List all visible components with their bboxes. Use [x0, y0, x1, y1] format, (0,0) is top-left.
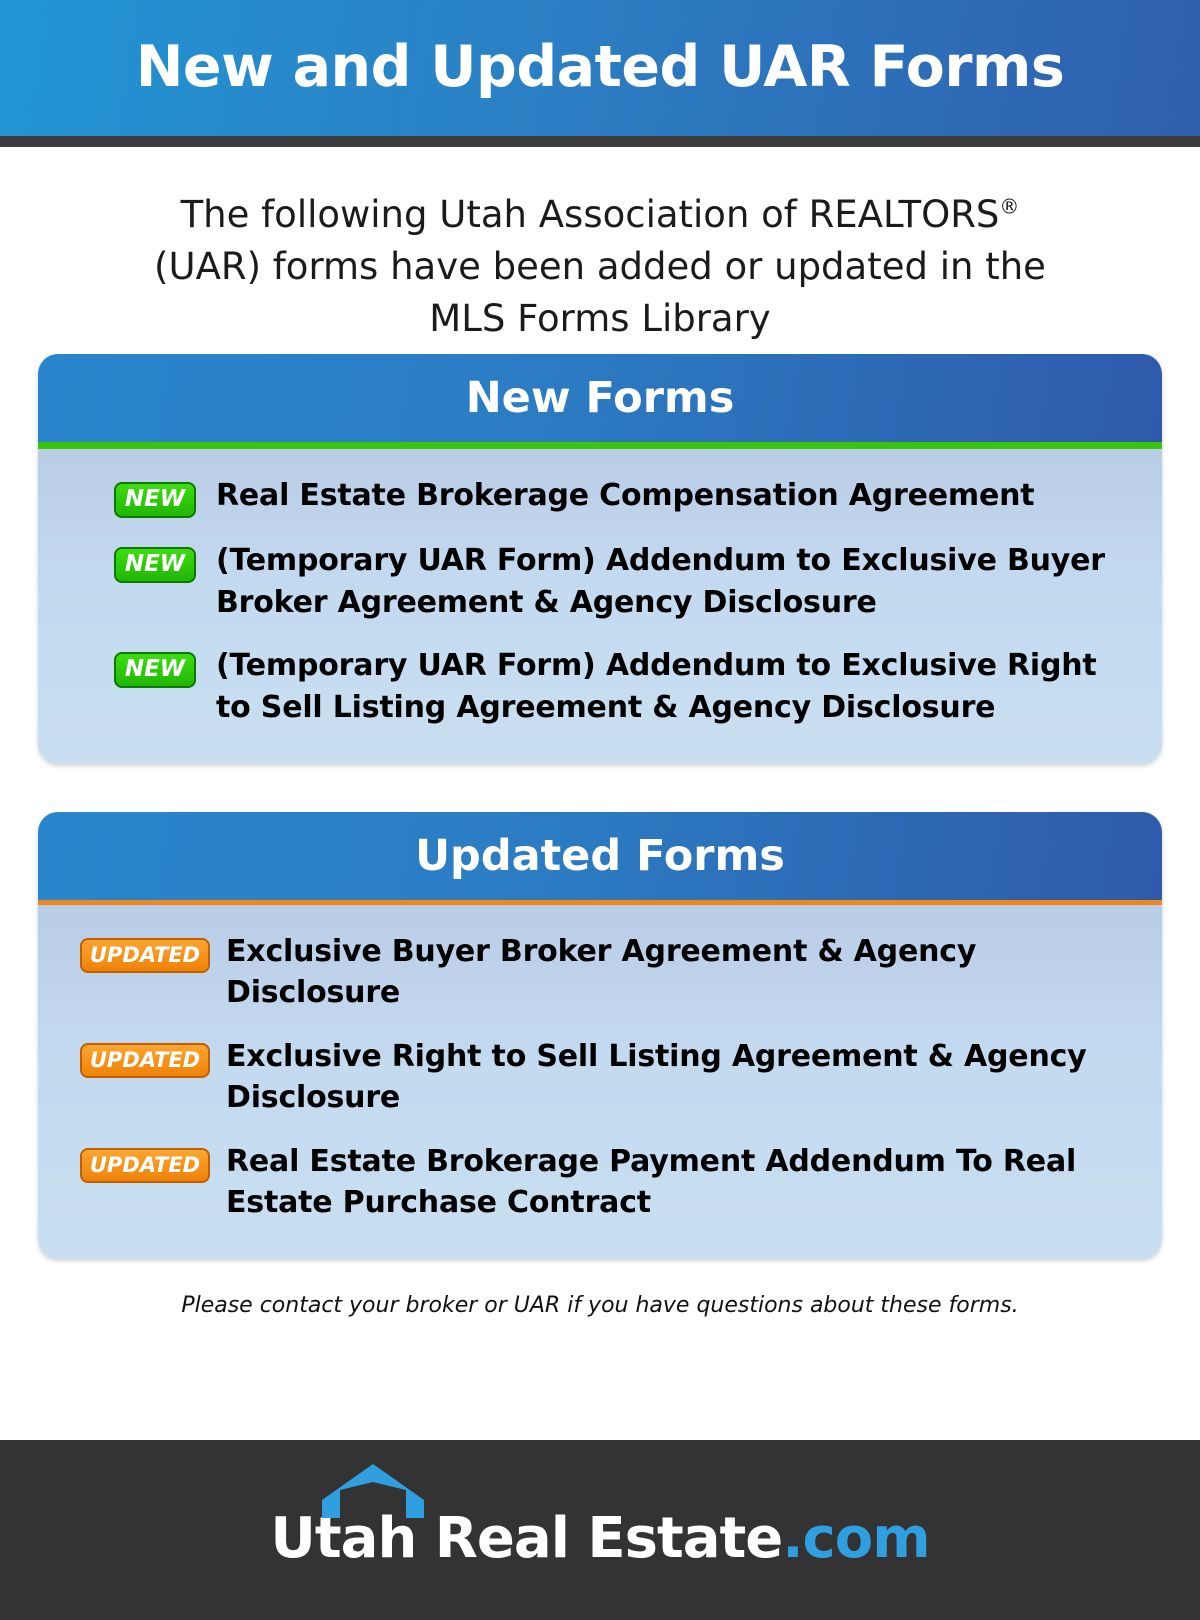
list-item [72, 931, 1132, 1014]
logo-text-accent: .com [782, 1505, 930, 1571]
status-badge-updated: UPDATED [80, 938, 210, 973]
updated-forms-list [38, 905, 1162, 1259]
new-forms-card [38, 354, 1162, 764]
intro-line-2: (UAR) forms have been added or updated in the [154, 244, 1046, 288]
house-icon [318, 1460, 428, 1526]
new-forms-list [38, 449, 1162, 764]
status-badge-updated: UPDATED [80, 1043, 210, 1078]
form-name: Exclusive Right to Sell Listing Agreement & Agency Disclosure [226, 1038, 1087, 1116]
updated-forms-header [38, 812, 1162, 900]
updated-forms-card [38, 812, 1162, 1259]
footnote-text: Please contact your broker or UAR if you have questions about these forms. [181, 1293, 1019, 1319]
form-name: Real Estate Brokerage Payment Addendum To Real Estate Purchase Contract [226, 1143, 1077, 1220]
new-forms-accent-bar [38, 442, 1162, 449]
page-footer [0, 1440, 1200, 1620]
new-forms-heading: New Forms [465, 373, 735, 424]
form-name: Exclusive Buyer Broker Agreement & Agency Disclosure [226, 933, 977, 1011]
list-item [72, 475, 1132, 518]
intro-paragraph [0, 147, 1200, 354]
list-item [72, 1141, 1132, 1224]
logo [270, 1506, 929, 1571]
new-forms-header [38, 354, 1162, 442]
form-name: (Temporary UAR Form) Addendum to Exclusive Buyer Broker Agreement & Agency Disclosure [216, 543, 1105, 620]
intro-line-3: MLS Forms Library [429, 296, 771, 340]
list-item [72, 1036, 1132, 1119]
header-divider [0, 136, 1200, 147]
intro-line-1: The following Utah Association of REALTORS [180, 193, 1000, 236]
form-name: Real Estate Brokerage Compensation Agreement [216, 478, 1035, 514]
list-item [72, 540, 1132, 623]
updated-forms-heading: Updated Forms [415, 830, 785, 881]
page-title: New and Updated UAR Forms [135, 34, 1065, 101]
logo-text-main: Utah Real Estate [270, 1505, 783, 1571]
form-name: (Temporary UAR Form) Addendum to Exclusive Right to Sell Listing Agreement & Agency Disclosure [216, 648, 1097, 725]
status-badge-new: NEW [114, 652, 196, 688]
status-badge-updated: UPDATED [80, 1148, 210, 1183]
status-badge-new: NEW [114, 482, 196, 518]
list-item [72, 645, 1132, 728]
page-header [0, 0, 1200, 136]
status-badge-new: NEW [114, 547, 196, 583]
registered-trademark-symbol: ® [999, 194, 1020, 219]
